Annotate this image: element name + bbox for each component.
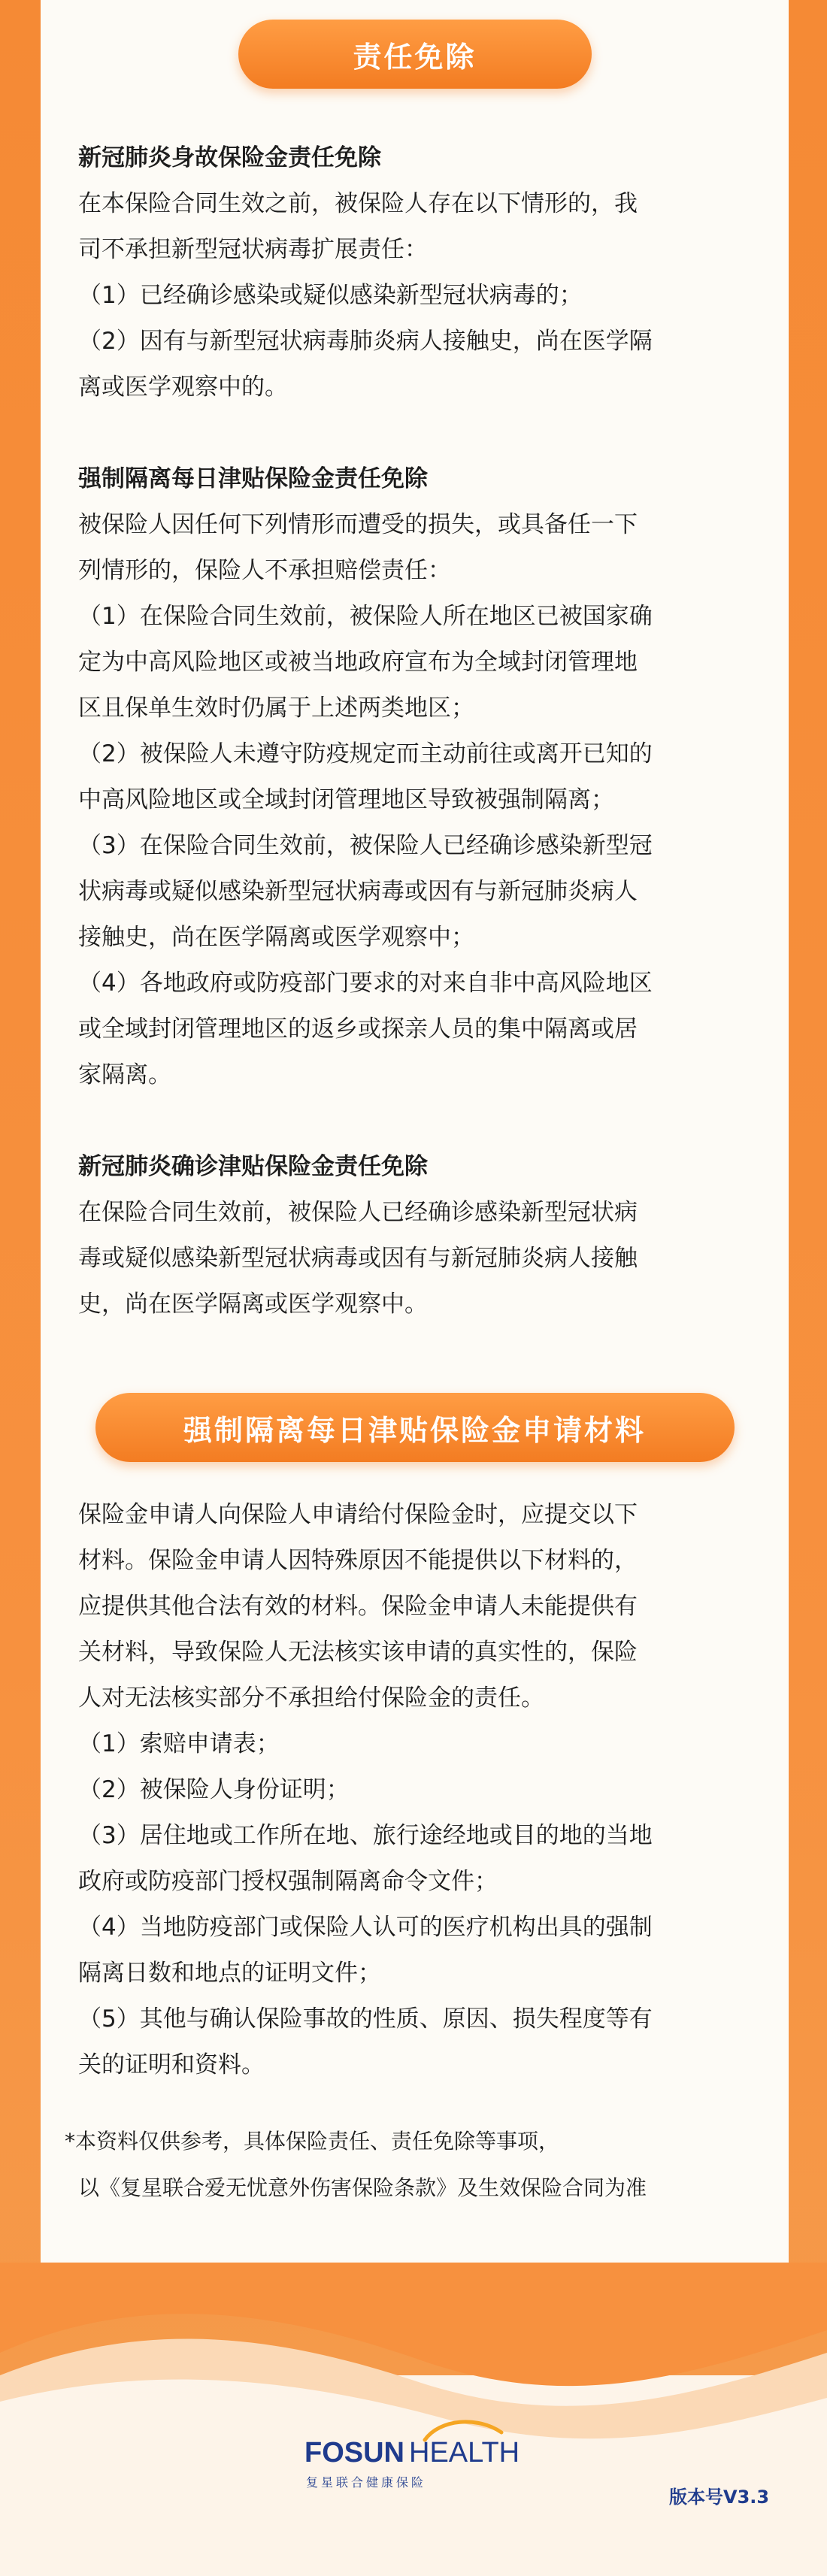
text-line: 隔离日数和地点的证明文件；	[78, 1960, 381, 1987]
text-line: （4）各地政府或防疫部门要求的对来自非中高风险地区	[78, 970, 653, 997]
logo-health: HEALTH	[409, 2437, 520, 2469]
logo-fosun: FOSUN	[304, 2437, 404, 2469]
text-line: 毒或疑似感染新型冠状病毒或因有与新冠肺炎病人接触	[78, 1245, 638, 1272]
text-line: （1）已经确诊感染或疑似感染新型冠状病毒的；	[78, 282, 583, 309]
text-line: 政府或防疫部门授权强制隔离命令文件；	[78, 1868, 498, 1895]
text-line: （2）因有与新型冠状病毒肺炎病人接触史，尚在医学隔	[78, 328, 653, 355]
fosun-health-logo	[304, 2414, 530, 2497]
text-line: （4）当地防疫部门或保险人认可的医疗机构出具的强制	[78, 1914, 653, 1941]
text-line: （1）索赔申请表；	[78, 1730, 280, 1757]
text-line: 材料。保险金申请人因特殊原因不能提供以下材料的，	[78, 1547, 638, 1574]
text-line: 关材料，导致保险人无法核实该申请的真实性的，保险	[78, 1639, 638, 1666]
text-line: 定为中高风险地区或被当地政府宣布为全域封闭管理地	[78, 649, 638, 676]
section-title: 强制隔离每日津贴保险金申请材料	[183, 1413, 646, 1447]
block-heading: 新冠肺炎身故保险金责任免除	[78, 144, 381, 171]
text-line: （3）居住地或工作所在地、旅行途经地或目的地的当地	[78, 1822, 653, 1849]
text-line: 家隔离。	[78, 1061, 171, 1088]
text-line: （2）被保险人未遵守防疫规定而主动前往或离开已知的	[78, 740, 653, 767]
text-line: 中高风险地区或全域封闭管理地区导致被强制隔离；	[78, 786, 614, 813]
section-title-pill	[95, 1393, 735, 1462]
application-materials-text	[78, 1492, 740, 2088]
block-heading: 强制隔离每日津贴保险金责任免除	[78, 465, 428, 492]
spacer	[78, 410, 740, 456]
text-line: 关的证明和资料。	[78, 2051, 265, 2078]
text-line: 在保险合同生效前，被保险人已经确诊感染新型冠状病	[78, 1199, 638, 1226]
section-title-pill	[238, 20, 592, 89]
exclusions-text	[78, 135, 740, 1327]
disclaimer-line: 以《复星联合爱无忧意外伤害保险条款》及生效保险合同为准	[78, 2175, 647, 2200]
text-line: 或全域封闭管理地区的返乡或探亲人员的集中隔离或居	[78, 1016, 638, 1043]
text-line: （2）被保险人身份证明；	[78, 1776, 350, 1803]
text-line: 离或医学观察中的。	[78, 374, 288, 401]
logo-wordmark	[304, 2437, 520, 2469]
text-line: 区且保单生效时仍属于上述两类地区；	[78, 695, 474, 722]
text-line: （1）在保险合同生效前，被保险人所在地区已被国家确	[78, 603, 653, 630]
text-line: （3）在保险合同生效前，被保险人已经确诊感染新型冠	[78, 832, 653, 859]
text-line: 接触史，尚在医学隔离或医学观察中；	[78, 924, 474, 951]
text-line: 史，尚在医学隔离或医学观察中。	[78, 1291, 428, 1318]
text-line: 保险金申请人向保险人申请给付保险金时，应提交以下	[78, 1501, 638, 1528]
text-line: 司不承担新型冠状病毒扩展责任：	[78, 236, 428, 263]
text-line: 应提供其他合法有效的材料。保险金申请人未能提供有	[78, 1593, 638, 1620]
logo-subtitle: 复星联合健康保险	[306, 2475, 427, 2490]
text-line: 状病毒或疑似感染新型冠状病毒或因有与新冠肺炎病人	[78, 878, 638, 905]
version-label: 版本号V3.3	[669, 2487, 770, 2508]
text-line: 在本保险合同生效之前，被保险人存在以下情形的，我	[78, 190, 638, 217]
text-line: 人对无法核实部分不承担给付保险金的责任。	[78, 1685, 544, 1712]
block-heading: 新冠肺炎确诊津贴保险金责任免除	[78, 1153, 428, 1180]
section-title: 责任免除	[353, 40, 477, 74]
text-line: （5）其他与确认保险事故的性质、原因、损失程度等有	[78, 2005, 653, 2033]
disclaimer-note	[65, 2118, 779, 2211]
disclaimer-line: *本资料仅供参考，具体保险责任、责任免除等事项，	[65, 2129, 560, 2154]
spacer	[78, 1098, 740, 1144]
text-line: 列情形的，保险人不承担赔偿责任：	[78, 557, 451, 584]
text-line: 被保险人因任何下列情形而遭受的损失，或具备任一下	[78, 511, 638, 538]
